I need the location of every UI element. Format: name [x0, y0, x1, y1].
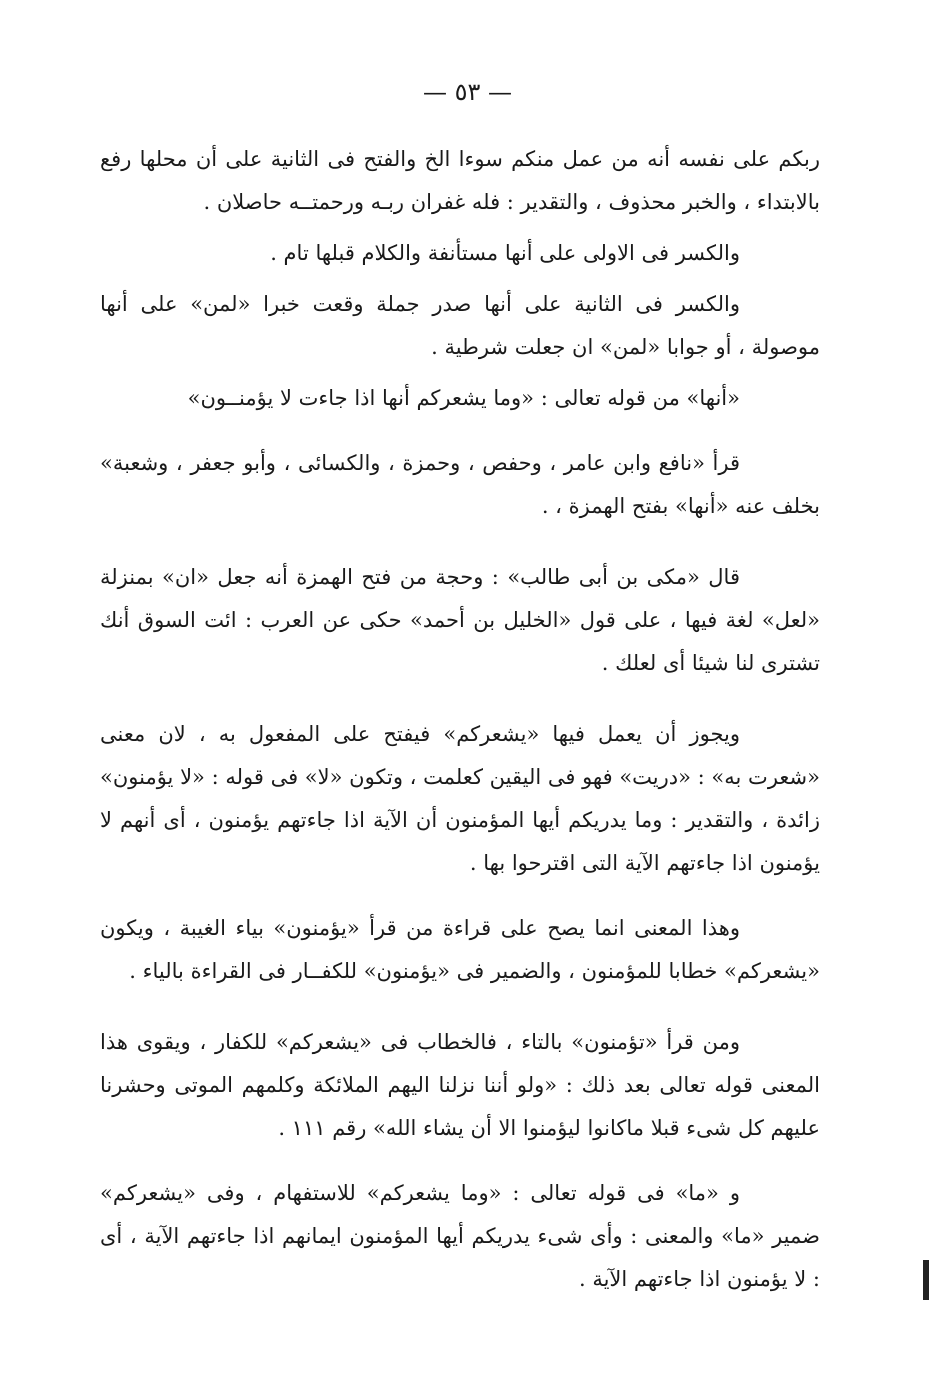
- paragraph-10: و «ما» فى قوله تعالى : «وما يشعركم» للاستفهام ، وفى «يشعركم» ضمير «ما» والمعنى : وأى شىء يدريكم أيها المؤمنون ايمانهم اذا جاءتهم الآية ، أى : لا يؤمنون اذا جاءتهم الآية .: [100, 1181, 820, 1291]
- paragraph-9: ومن قرأ «تؤمنون» بالتاء ، فالخطاب فى «يشعركم» للكفار ، ويقوى هذا المعنى قوله تعالى بعد ذلك : «ولو أننا نزلنا اليهم الملائكة وكلمهم الموتى وحشرنا عليهم كل شىء قبلا ماكانوا ليؤمنوا الا أن يشاء الله» رقم ١١١ .: [100, 1030, 820, 1140]
- paragraph-1: ربكم على نفسه أنه من عمل منكم سوءا الخ والفتح فى الثانية على أن محلها رفع بالابتداء ، والخبر محذوف ، والتقدير : فله غفران ربـه ورحمتــه حاصلان .: [100, 147, 820, 214]
- paragraph-6: قال «مكى بن أبى طالب» : وحجة من فتح الهمزة أنه جعل «ان» بمنزلة «لعل» لغة فيها ، على قول «الخليل بن أحمد» حكى عن العرب : ائت السوق أنك تشترى لنا شيئا أى لعلك .: [100, 565, 820, 675]
- paragraph-7: ويجوز أن يعمل فيها «يشعركم» فيفتح على المفعول به ، لان معنى «شعرت به» : «دريت» فهو فى اليقين كعلمت ، وتكون «لا» فى قوله : «لا يؤمنون» زائدة ، والتقدير : وما يدريكم أيها المؤمنون أن الآية اذا جاءتهم يؤمنون ، أى أنهم لا يؤمنون اذا جاءتهم الآية التى اقترحوا بها .: [100, 722, 820, 875]
- page-body: [100, 138, 820, 1301]
- paragraph-2: والكسر فى الاولى على أنها مستأنفة والكلام قبلها تام .: [270, 241, 740, 265]
- paragraph-5: قرأ «نافع وابن عامر ، وحفص ، وحمزة ، والكسائى ، وأبو جعفر ، وشعبة» بخلف عنه «أنها» بفتح الهمزة ، .: [100, 451, 820, 518]
- paragraph-8: وهذا المعنى انما يصح على قراءة من قرأ «يؤمنون» بياء الغيبة ، ويكون «يشعركم» خطابا للمؤمنون ، والضمير فى «يؤمنون» للكفــار فى القراءة بالياء .: [100, 916, 820, 983]
- paragraph-3: والكسر فى الثانية على أنها صدر جملة وقعت خبرا «لمن» على أنها موصولة ، أو جوابا «لمن» ان جعلت شرطية .: [100, 292, 820, 359]
- page-number: — ٥٣ —: [422, 78, 513, 106]
- scan-edge-mark: [923, 1260, 929, 1300]
- paragraph-4: «أنها» من قوله تعالى : «وما يشعركم أنها اذا جاءت لا يؤمنــون»: [187, 386, 740, 410]
